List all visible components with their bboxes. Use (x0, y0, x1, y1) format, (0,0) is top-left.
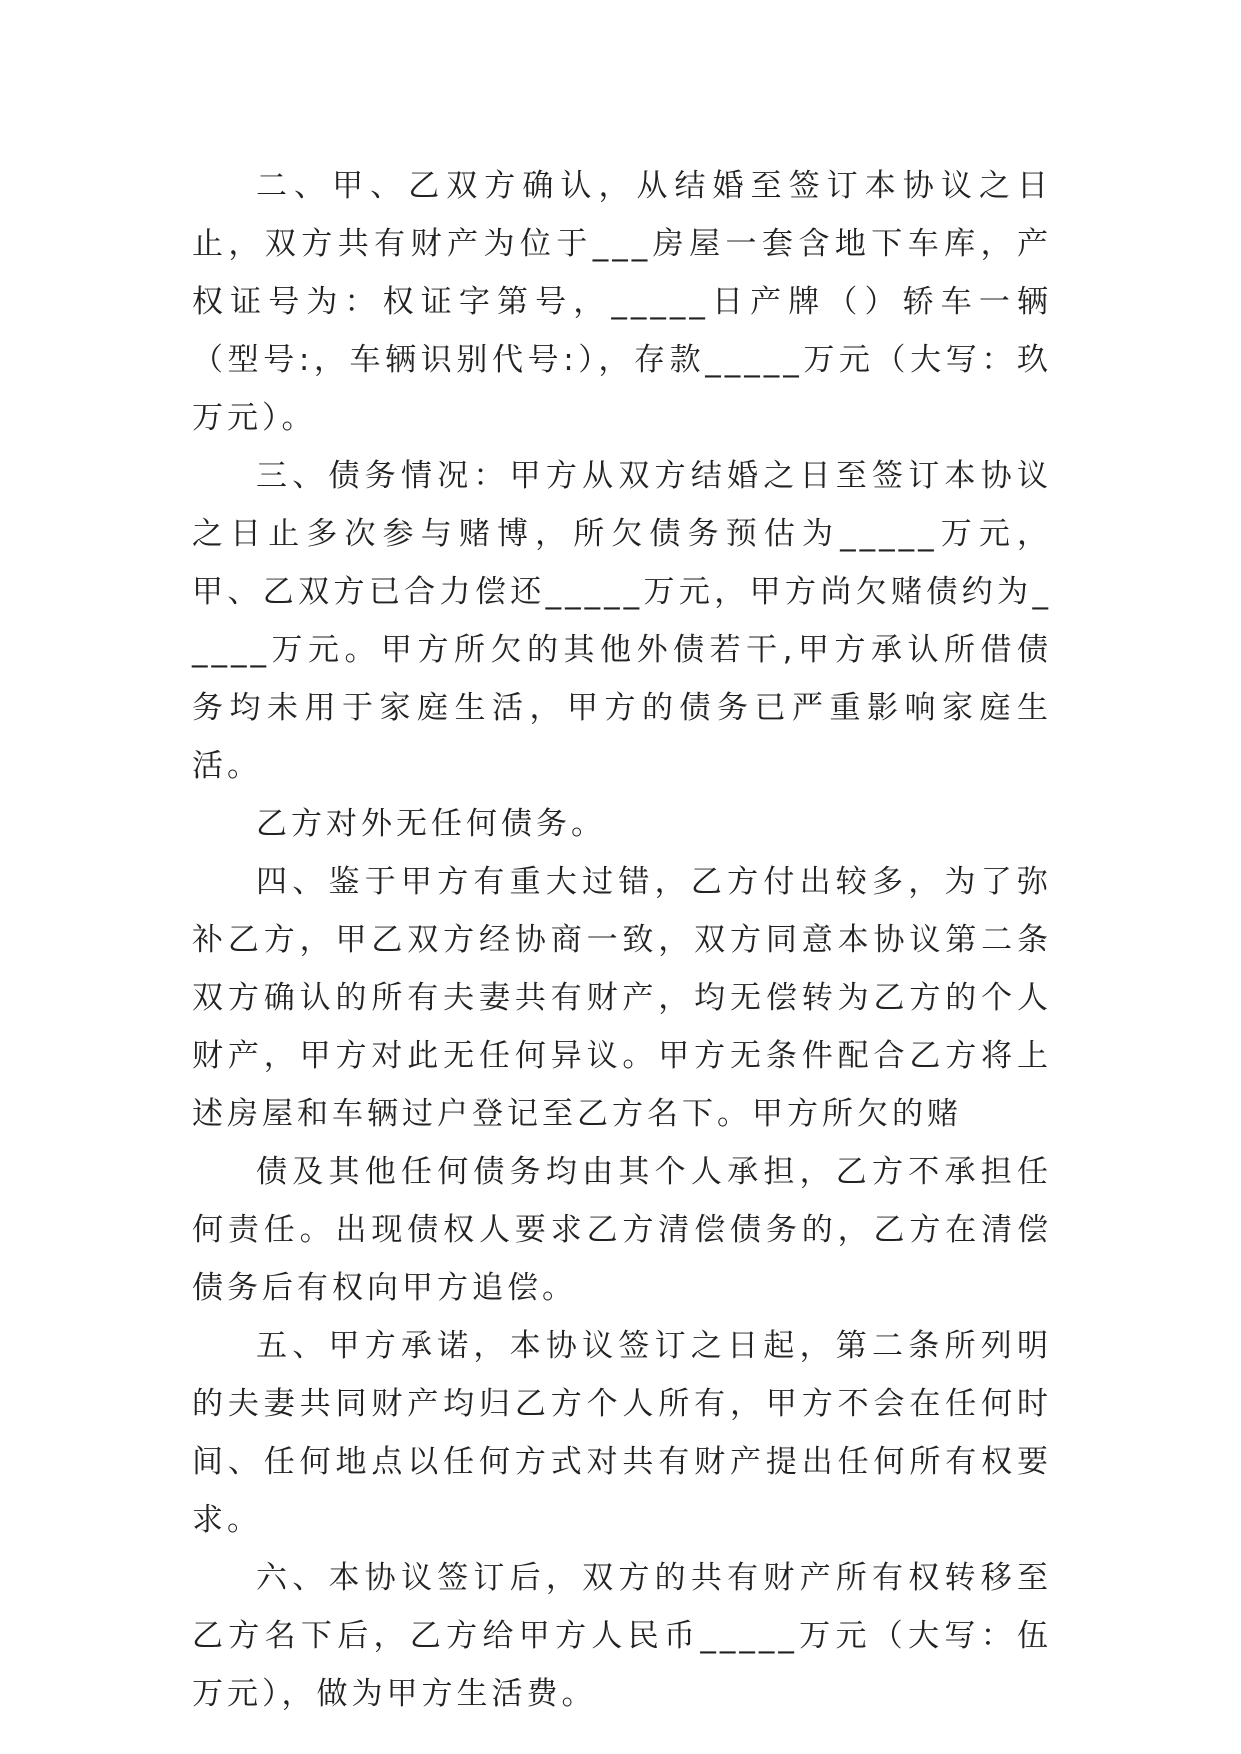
clause-four-paragraph: 四、鉴于甲方有重大过错，乙方付出较多，为了弥补乙方，甲乙双方经协商一致，双方同意本协议第二条双方确认的所有夫妻共有财产，均无偿转为乙方的个人财产，甲方对此无任何异议。甲方无条件配合乙方将上述房屋和车辆过户登记至乙方名下。甲方所欠的赌 (192, 864, 1052, 1132)
clause-six-paragraph: 六、本协议签订后，双方的共有财产所有权转移至乙方名下后，乙方给甲方人民币_____万元（大写：伍万元），做为甲方生活费。 (192, 1560, 1052, 1712)
clause-five-paragraph: 五、甲方承诺，本协议签订之日起，第二条所列明的夫妻共同财产均归乙方个人所有，甲方不会在任何时间、任何地点以任何方式对共有财产提出任何所有权要求。 (192, 1328, 1052, 1538)
clause-two-paragraph: 二、甲、乙双方确认，从结婚至签订本协议之日止，双方共有财产为位于___房屋一套含地下车库，产权证号为：权证字第号，_____日产牌（）轿车一辆（型号:，车辆识别代号:），存款_____万元（大写：玖万元）。 (192, 168, 1052, 436)
clause-three-paragraph: 三、债务情况：甲方从双方结婚之日至签订本协议之日止多次参与赌博，所欠债务预估为_____万元，甲、乙双方已合力偿还_____万元，甲方尚欠赌债约为_____万元。甲方所欠的其他外债若干,甲方承认所借债务均未用于家庭生活，甲方的债务已严重影响家庭生活。 (192, 458, 1052, 784)
clause-four-continued-paragraph: 债及其他任何债务均由其个人承担，乙方不承担任何责任。出现债权人要求乙方清偿债务的，乙方在清偿债务后有权向甲方追偿。 (192, 1154, 1052, 1306)
no-debt-paragraph: 乙方对外无任何债务。 (256, 806, 606, 842)
document-body (192, 157, 1052, 1723)
